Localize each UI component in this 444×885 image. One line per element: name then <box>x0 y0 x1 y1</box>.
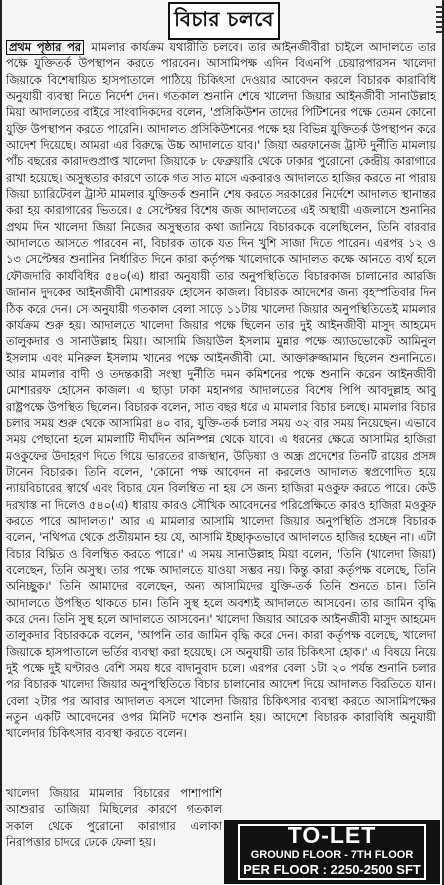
to-let-advertisement <box>224 820 440 884</box>
ad-floor-size: PER FLOOR : 2250-2500 SFT <box>243 862 421 877</box>
article-body <box>6 40 436 785</box>
tazia-procession-note <box>6 786 222 851</box>
edge-tick-marks <box>436 0 442 66</box>
footer-paragraph: খালেদা জিয়ার মামলার বিচারের পাশাপাশি আশুরার তাজিয়া মিছিলের কারণে গতকাল সকাল থেকে পুরোনো কারাগার এলাকা নিরাপত্তার চাদরে ঢেকে ফেলা হয়। <box>6 787 222 850</box>
article-paragraph <box>6 40 436 743</box>
left-column-rule <box>0 0 2 885</box>
article-text: মামলার কার্যক্রম যথারীতি চলবে। তার আইনজীবীরা চাইলে আদালতে তার পক্ষে যুক্তিতর্ক উপস্থাপন করতে পারবেন। আসামিপক্ষ এদিন বিএনপি চেয়ারপারসন খালেদা জিয়াকে বিশেষায়িত হাসপাতালে পাঠিয়ে চিকিৎসা দেওয়ার আবেদন করলে বিচারক কারাবিধি অনুযায়ী ব্যবস্থা নিতে নির্দেশ দেন। গতকাল শুনানি শেষে খালেদা জিয়ার আইনজীবী সানাউল্লাহ মিয়া আদালতের বাইরে সাংবাদিকদের বলেন, 'প্রসিকিউশন তাদের পিটিশনের পক্ষে তেমন কোনো যুক্তি উপস্থাপন করতে পারেনি। আদালত প্রসিকিউশনের পক্ষে হয় বিভিন্ন যুক্তিতর্ক উপস্থাপন করে আদেশ দিয়েছে। আমরা এর বিরুদ্ধে উচ্চ আদালতে যাব।' জিয়া অরফানেজ ট্রাস্ট দুর্নীতি মামলায় পাঁচ বছরের কারাদণ্ডপ্রাপ্ত খালেদা জিয়াকে ৮ ফেব্রুয়ারি থেকে ঢাকার পুরোনো কেন্দ্রীয় কারাগারে রাখা হয়েছে। অসুস্থতার কারণে তাকে গত সাত মাসে একবারও আদালতে হাজির করতে না পারায় জিয়া চ্যারিটেবল ট্রাস্ট মামলার যুক্তিতর্ক শুনানি শেষ করতে সরকারের নির্দেশে আদালত স্থানান্তর করা হয় কারাগারের ভিতরে। ৫ সেপ্টেম্বর বিশেষ জজ আদালতের এই অস্থায়ী এজলাসে শুনানির প্রথম দিন খালেদা জিয়া নিজের অসুস্থতার কথা জানিয়ে বিচারককে বলেছিলেন, তিনি বারবার আদালতে আসতে পারবেন না, বিচারক তাকে যত দিন খুশি সাজা দিতে পারেন। এরপর ১২ ও ১৩ সেপ্টেম্বর শুনানির নির্ধারিত দিনে কারা কর্তৃপক্ষ খালেদাকে আদালত কক্ষে আনতে ব্যর্থ হলে ফৌজদারি কার্যবিধির ৫৪০(এ) ধারা অনুযায়ী তার অনুপস্থিতিতে বিচারকাজ চালানোর আরজি জানান দুদকের আইনজীবী মোশাররফ হোসেন কাজল। বিচারক আদেশের জন্য বৃহস্পতিবার দিন ঠিক করে দেন। সে অনুযায়ী গতকাল বেলা সাড়ে ১১টায় খালেদা জিয়ার অনুপস্থিতিতেই মামলার কার্যক্রম শুরু হয়। আদালতে খালেদা জিয়ার পক্ষে ছিলেন তার দুই আইনজীবী মাসুদ আহমেদ তালুকদার ও সানাউল্লাহ মিয়া। আসামি জিয়াউল ইসলাম মুন্নার পক্ষে অ্যাডভোকেট আমিনুল ইসলাম এবং মনিরুল ইসলাম খানের পক্ষে আইনজীবী মো. আক্তারুজ্জামান ছিলেন শুনানিতে। আর মামলার বাদী ও তদন্তকারী সংস্থা দুর্নীতি দমন কমিশনের পক্ষে শুনানি করেন আইনজীবী মোশাররফ হোসেন কাজল। এ ছাড়া ঢাকা মহানগর আদালতের বিশেষ পিপি আবদুল্লাহ আবু রাষ্ট্রপক্ষে উপস্থিত ছিলেন। বিচারক বলেন, সাত বছর ধরে এ মামলার বিচার চলছে। মামলার বিচার চলার সময় শুরু থেকে আসামিরা ৪০ বার, যুক্তি-তর্ক চলার সময় ৩২ বার সময় নিয়েছেন। এভাবে সময় পেছানো হলে মামলাটি দীর্ঘদিন অনিষ্পন্ন থেকে যাবে। এ ধরনের ক্ষেত্রে আসামির হাজিরা মওকুফের উদাহরণ দিতে গিয়ে ভারতের রাজস্থান, উড়িষ্যা ও অন্ধ্র প্রদেশের তিনটি রায়ের প্রসঙ্গ টানেন বিচারক। তিনি বলেন, 'কোনো পক্ষ আবেদন না করলেও আদালত স্বপ্রণোদিত হয়ে ন্যায়বিচারের স্বার্থে এবং বিচার যেন বিলম্বিত না হয় সে জন্য হাজিরা মওকুফ করতে পারে। কেউ দরখাস্ত না দিলেও ৫৪০(এ) ধারায় কারও সৌখিক আবেদনের পরিপ্রেক্ষিতে কারও হাজিরা মওকুফ করতে পারে আদালত।' আর এ মামলার আসামি খালেদা জিয়ার অনুপস্থিতি প্রসঙ্গে বিচারক বলেন, 'নথিপত্র থেকে প্রতীয়মান হয় যে, আসামি ইচ্ছাকৃতভাবে আদালতে হাজির হচ্ছেন না। এটা বিচার বিঘ্নিত ও বিলম্বিত করতে পারে।' এ সময় সানাউল্লাহ মিয়া বলেন, 'তিনি (খালেদা জিয়া) বলেছেন, তিনি অসুস্থ। তার পক্ষে আদালতে যাওয়া সম্ভব নয়। কিন্তু কারা কর্তৃপক্ষ বলেছে, তিনি অনিচ্ছুক।' তিনি আমাদের বলেছেন, অন্য আসামিদের যুক্তি-তর্ক তিনি শুনতে চান। তিনি আদালতে উপস্থিত থাকতে চান। তিনি সুস্থ হলে অবশ্যই আদালতে আসবেন। তার জামিন বৃদ্ধি করে দেন। তিনি সুস্থ হলে আদালতে আসবেন।' খালেদা জিয়ার আরেক আইনজীবী মাসুদ আহমেদ তালুকদার বিচারককে বলেন, 'আপনি তার জামিন বৃদ্ধি করে দেন। কারা কর্তৃপক্ষ বলেছে, খালেদা জিয়াকে হাসপাতালে ভর্তির ব্যবস্থা করা হয়েছে। সে অনুযায়ী তার চিকিৎসা হোক।' এ বিষয়ে নিয়ে দুই পক্ষে দুই ঘণ্টারও বেশি সময় ধরে বাদানুবাদ চলে। এরপর বেলা ১টা ২০ পর্যন্ত শুনানি চলার পর বিচারক খালেদা জিয়ার অনুপস্থিতিতে বিচার চালানোর আদেশ দিয়ে আদালত বিরতিতে যান। বেলা ২টার পর আবার আদালত বসলে খালেদা জিয়ার চিকিৎসার ব্যবস্থা করতে আসামিপক্ষের নতুন একটি আবেদনের ওপর মিনিট দশেক শুনানি হয়। আদেশে বিচারক কারাবিধি অনুযায়ী খালেদার চিকিৎসার ব্যবস্থা করতে বলেন। <box>6 41 436 741</box>
headline: বিচার চলবে <box>168 2 280 40</box>
ad-floor-range: GROUND FLOOR - 7TH FLOOR <box>250 849 414 861</box>
ad-title: TO-LET <box>287 822 377 848</box>
continued-from-label: প্রথম পৃষ্ঠার পর <box>6 40 84 55</box>
